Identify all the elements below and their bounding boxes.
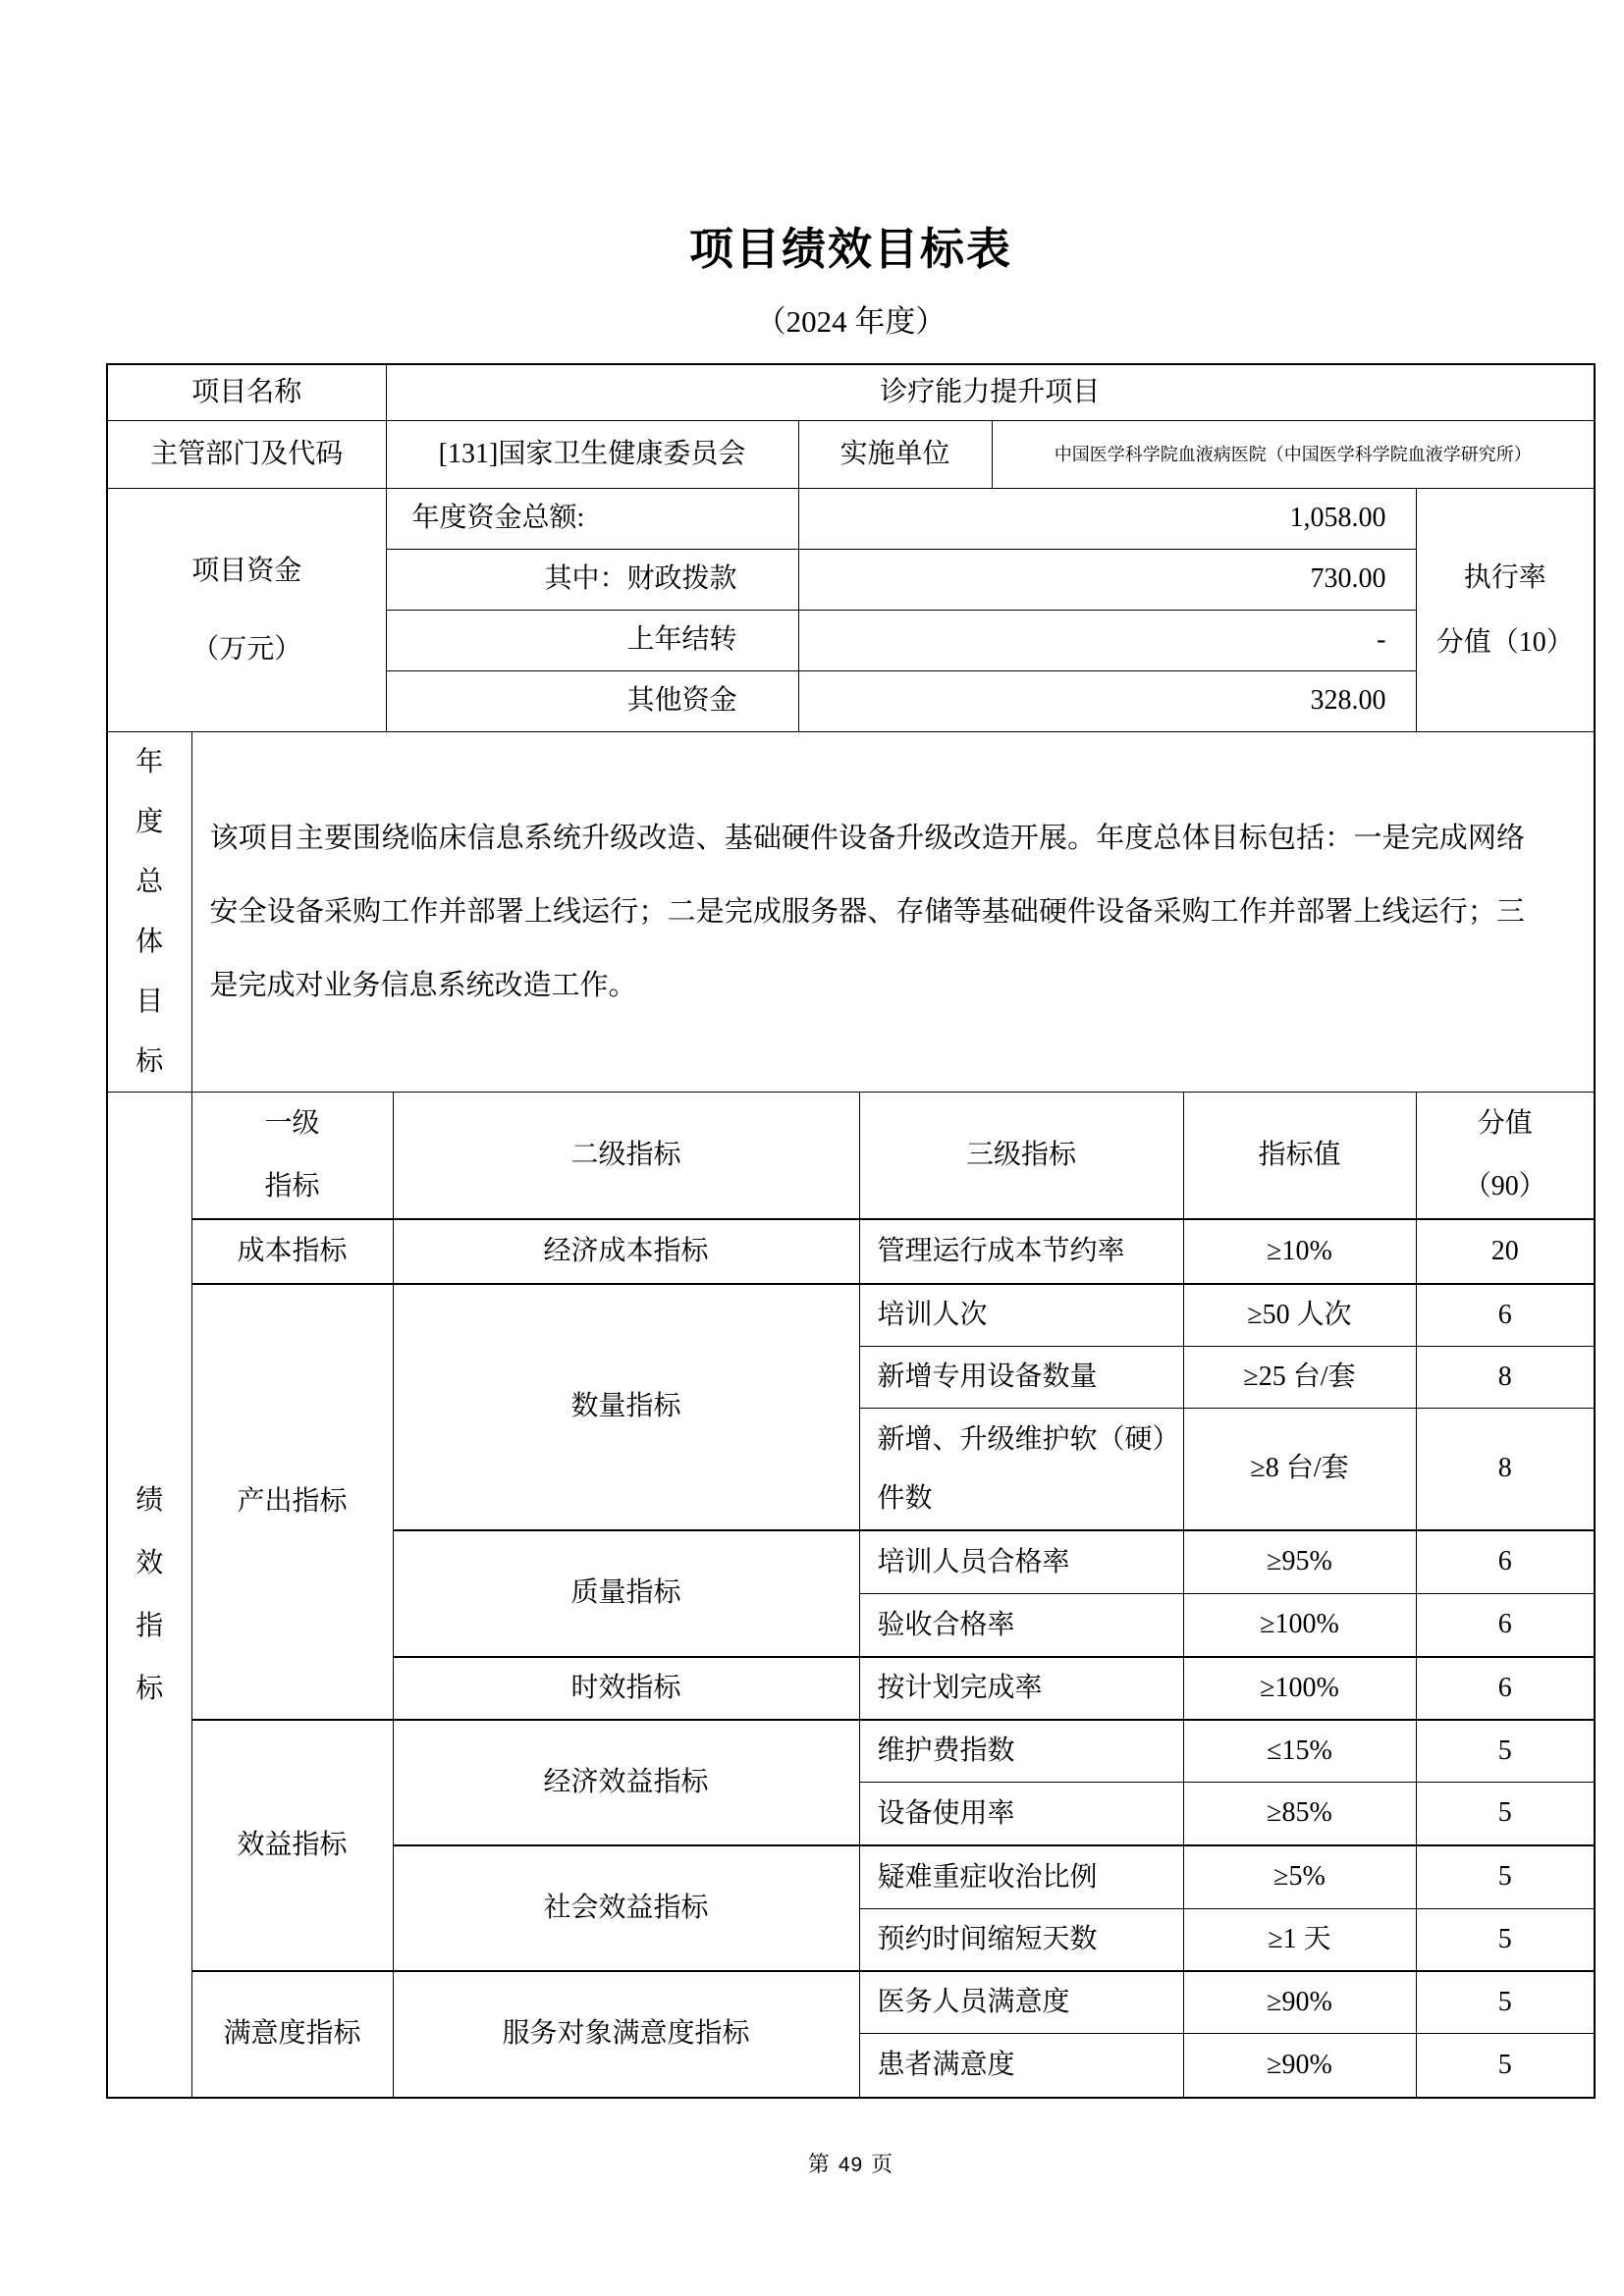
indicator-score: 6 bbox=[1416, 1284, 1594, 1347]
implement-unit-label: 实施单位 bbox=[798, 421, 992, 489]
indicator-name: 疑难重症收治比例 bbox=[859, 1845, 1183, 1909]
project-name-label: 项目名称 bbox=[108, 365, 386, 421]
indicator-name: 培训人次 bbox=[859, 1284, 1183, 1347]
funds-label bbox=[108, 489, 386, 732]
execution-rate-line1: 执行率 bbox=[1463, 561, 1546, 593]
annual-goal-table bbox=[108, 732, 1594, 1092]
indicator-value: ≤15% bbox=[1183, 1720, 1416, 1783]
annual-goal-vertical-label bbox=[108, 732, 191, 1092]
funds-label-line2: （万元） bbox=[191, 633, 302, 665]
funds-total-label: 年度资金总额: bbox=[386, 489, 798, 550]
indicator-score: 8 bbox=[1416, 1347, 1594, 1409]
document-content bbox=[106, 222, 1596, 2178]
level2-service-satisfaction: 服务对象满意度指标 bbox=[393, 1971, 859, 2097]
department-label: 主管部门及代码 bbox=[108, 421, 386, 489]
annual-goal-section bbox=[108, 732, 1594, 1093]
level1-benefit: 效益指标 bbox=[191, 1720, 393, 1971]
indicator-value: ≥1 天 bbox=[1183, 1909, 1416, 1972]
header-level3: 三级指标 bbox=[859, 1093, 1183, 1219]
implement-unit-value: 中国医学科学院血液病医院（中国医学科学院血液学研究所） bbox=[992, 421, 1594, 489]
indicator-value: ≥25 台/套 bbox=[1183, 1347, 1416, 1409]
table-row bbox=[108, 1284, 1594, 1347]
indicator-value: ≥50 人次 bbox=[1183, 1284, 1416, 1347]
indicator-value: ≥100% bbox=[1183, 1594, 1416, 1658]
project-info-section bbox=[108, 365, 1594, 732]
table-row bbox=[108, 489, 1594, 550]
indicator-value: ≥5% bbox=[1183, 1845, 1416, 1909]
table-header-row bbox=[108, 1093, 1594, 1219]
level1-cost: 成本指标 bbox=[191, 1219, 393, 1284]
table-row bbox=[108, 1720, 1594, 1783]
indicator-name: 管理运行成本节约率 bbox=[859, 1219, 1183, 1284]
funds-total-value: 1,058.00 bbox=[798, 489, 1416, 550]
table-row bbox=[108, 732, 1594, 1092]
indicator-score: 6 bbox=[1416, 1594, 1594, 1658]
indicator-name: 设备使用率 bbox=[859, 1783, 1183, 1846]
page-footer bbox=[106, 2148, 1596, 2178]
indicator-name: 患者满意度 bbox=[859, 2034, 1183, 2098]
page-title: 项目绩效目标表 bbox=[688, 224, 1012, 274]
indicator-name: 医务人员满意度 bbox=[859, 1971, 1183, 2034]
indicator-score: 5 bbox=[1416, 1971, 1594, 2034]
header-level1-line2: 指标 bbox=[264, 1171, 320, 1201]
header-score-line2: （90） bbox=[1463, 1171, 1546, 1201]
level2-economic-benefit: 经济效益指标 bbox=[393, 1720, 859, 1845]
footer-suffix: 页 bbox=[871, 2152, 894, 2176]
indicator-value: ≥100% bbox=[1183, 1657, 1416, 1720]
header-level2: 二级指标 bbox=[393, 1093, 859, 1219]
indicator-value: ≥8 台/套 bbox=[1183, 1409, 1416, 1531]
header-value: 指标值 bbox=[1183, 1093, 1416, 1219]
funds-fiscal-label: 其中：财政拨款 bbox=[386, 550, 798, 611]
level1-output: 产出指标 bbox=[191, 1284, 393, 1720]
level2-quality: 质量指标 bbox=[393, 1530, 859, 1657]
header-score bbox=[1416, 1093, 1594, 1219]
indicator-value: ≥90% bbox=[1183, 2034, 1416, 2098]
funds-label-line1: 项目资金 bbox=[191, 555, 302, 586]
level1-satisfaction: 满意度指标 bbox=[191, 1971, 393, 2097]
indicator-name: 维护费指数 bbox=[859, 1720, 1183, 1783]
performance-target-table bbox=[106, 363, 1596, 2099]
indicators-section bbox=[108, 1093, 1594, 2097]
indicator-name: 按计划完成率 bbox=[859, 1657, 1183, 1720]
indicator-score: 20 bbox=[1416, 1219, 1594, 1284]
indicator-value: ≥95% bbox=[1183, 1530, 1416, 1594]
indicator-score: 6 bbox=[1416, 1657, 1594, 1720]
project-info-table bbox=[108, 365, 1594, 731]
indicator-name: 新增、升级维护软（硬）件数 bbox=[859, 1409, 1183, 1531]
funds-carryover-value: - bbox=[798, 611, 1416, 671]
indicators-table bbox=[108, 1093, 1594, 2097]
indicator-score: 8 bbox=[1416, 1409, 1594, 1531]
indicator-name: 验收合格率 bbox=[859, 1594, 1183, 1658]
page-number: 49 bbox=[838, 2154, 864, 2176]
funds-other-label: 其他资金 bbox=[386, 671, 798, 732]
table-row bbox=[108, 1219, 1594, 1284]
department-value: [131]国家卫生健康委员会 bbox=[386, 421, 798, 489]
indicator-score: 5 bbox=[1416, 1783, 1594, 1846]
funds-carryover-label: 上年结转 bbox=[386, 611, 798, 671]
indicator-name: 新增专用设备数量 bbox=[859, 1347, 1183, 1409]
level2-social-benefit: 社会效益指标 bbox=[393, 1845, 859, 1971]
indicator-value: ≥10% bbox=[1183, 1219, 1416, 1284]
project-name-value: 诊疗能力提升项目 bbox=[386, 365, 1594, 421]
indicator-score: 5 bbox=[1416, 1909, 1594, 1972]
indicators-vertical-text: 绩效指标 bbox=[135, 1484, 164, 1704]
level2-quantity: 数量指标 bbox=[393, 1284, 859, 1530]
indicator-value: ≥90% bbox=[1183, 1971, 1416, 2034]
execution-rate-line2: 分值（10） bbox=[1435, 626, 1574, 658]
level2-timeliness: 时效指标 bbox=[393, 1657, 859, 1720]
indicator-score: 5 bbox=[1416, 1845, 1594, 1909]
indicators-vertical-label bbox=[108, 1093, 191, 2097]
annual-goal-vertical-text: 年度总体目标 bbox=[135, 747, 164, 1077]
indicator-value: ≥85% bbox=[1183, 1783, 1416, 1846]
indicator-score: 6 bbox=[1416, 1530, 1594, 1594]
level2-economic-cost: 经济成本指标 bbox=[393, 1219, 859, 1284]
indicator-score: 5 bbox=[1416, 2034, 1594, 2098]
indicator-name: 培训人员合格率 bbox=[859, 1530, 1183, 1594]
footer-prefix: 第 bbox=[807, 2152, 831, 2176]
header-score-line1: 分值 bbox=[1477, 1108, 1533, 1139]
page-subtitle: （2024 年度） bbox=[755, 304, 947, 339]
header-level1 bbox=[191, 1093, 393, 1219]
funds-fiscal-value: 730.00 bbox=[798, 550, 1416, 611]
table-row bbox=[108, 421, 1594, 489]
indicator-name: 预约时间缩短天数 bbox=[859, 1909, 1183, 1972]
execution-rate-label bbox=[1416, 489, 1594, 732]
table-row bbox=[108, 365, 1594, 421]
header-level1-line1: 一级 bbox=[264, 1108, 320, 1139]
indicator-score: 5 bbox=[1416, 1720, 1594, 1783]
table-row bbox=[108, 1971, 1594, 2034]
annual-goal-text: 该项目主要围绕临床信息系统升级改造、基础硬件设备升级改造开展。年度总体目标包括：一是完成网络安全设备采购工作并部署上线运行；二是完成服务器、存储等基础硬件设备采购工作并部署上线运行；三是完成对业务信息系统改造工作。 bbox=[191, 732, 1594, 1092]
funds-other-value: 328.00 bbox=[798, 671, 1416, 732]
